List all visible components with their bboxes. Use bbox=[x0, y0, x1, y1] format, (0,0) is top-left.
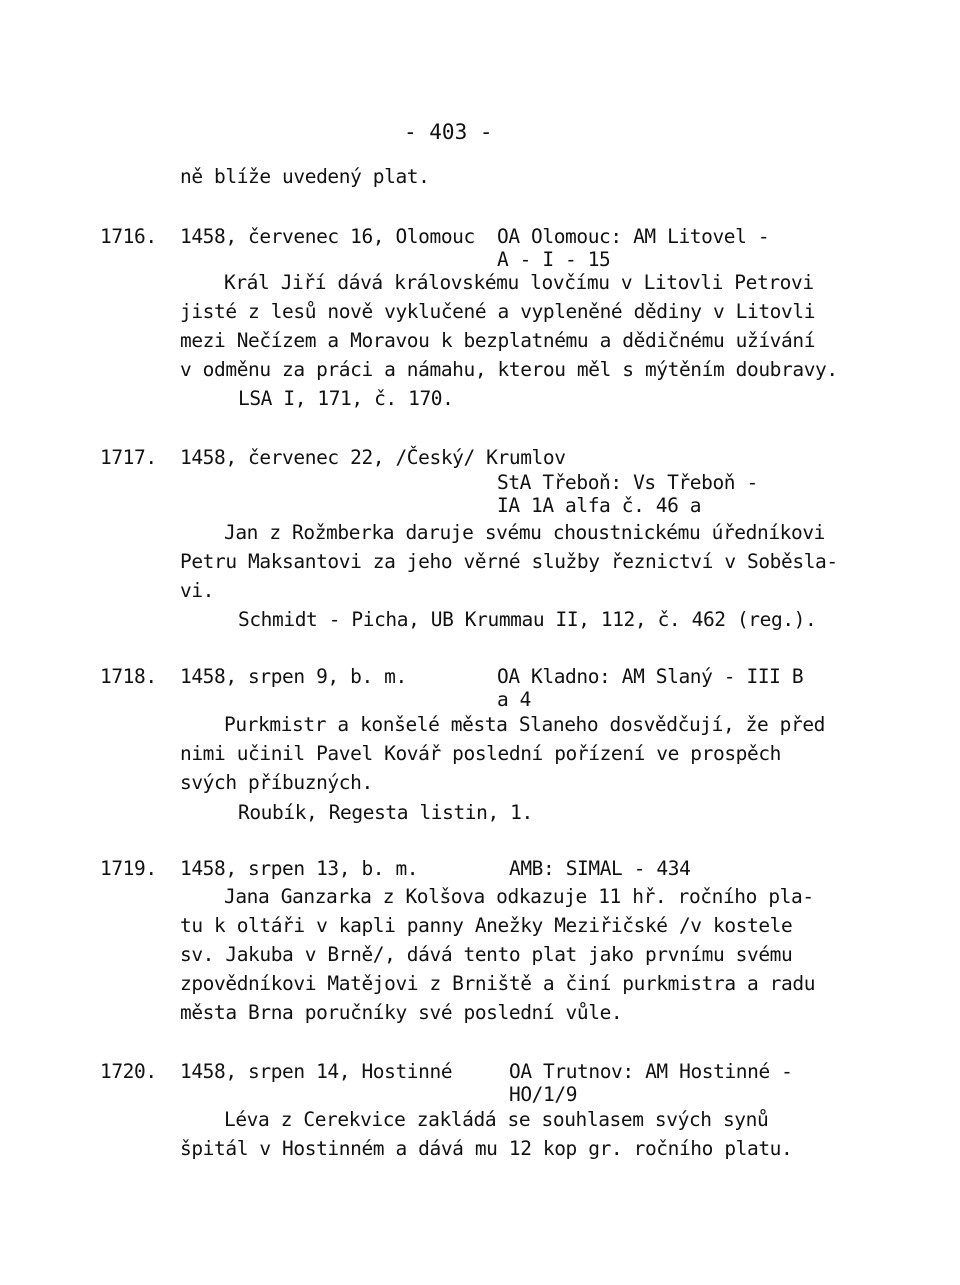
entry-text-line: Jana Ganzarka z Kolšova odkazuje 11 hř. ročního pla- bbox=[224, 885, 814, 908]
entry-text-line: Jan z Rožmberka daruje svému choustnickému úředníkovi bbox=[224, 521, 826, 544]
entry-text-line: mezi Nečízem a Moravou k bezplatnému a dědičnému užívání bbox=[180, 329, 816, 352]
entry-citation: Roubík, Regesta listin, 1. bbox=[238, 801, 533, 824]
entry-text-line: Král Jiří dává královskému lovčímu v Litovli Petrovi bbox=[224, 271, 814, 294]
entry-text-line: zpovědníkovi Matějovi z Brniště a činí purkmistra a radu bbox=[180, 972, 816, 995]
entry-date-place: 1458, srpen 14, Hostinné bbox=[180, 1060, 453, 1083]
entry-archive-line: HO/1/9 bbox=[509, 1083, 578, 1106]
entry-archive-line: IA 1A alfa č. 46 a bbox=[497, 494, 702, 517]
entry-date-place: 1458, červenec 16, Olomouc bbox=[180, 225, 475, 248]
entry-archive-line: AMB: SIMAL - 434 bbox=[509, 857, 691, 880]
entry-text-line: v odměnu za práci a námahu, kterou měl s mýtěním doubravy. bbox=[180, 358, 838, 381]
entry-number: 1717. bbox=[100, 446, 157, 469]
entry-text-line: tu k oltáři v kapli panny Anežky Meziřičské /v kostele bbox=[180, 914, 793, 937]
entry-date-place: 1458, srpen 13, b. m. bbox=[180, 857, 419, 880]
entry-number: 1716. bbox=[100, 225, 157, 248]
page-number: - 403 - bbox=[404, 120, 493, 144]
entry-date-place: 1458, červenec 22, /Český/ Krumlov bbox=[180, 446, 566, 469]
entry-text-line: Purkmistr a konšelé města Slaneho dosvědčují, že před bbox=[224, 713, 826, 736]
carryover-line: ně blíže uvedený plat. bbox=[180, 165, 430, 188]
entry-archive-line: OA Trutnov: AM Hostinné - bbox=[509, 1060, 793, 1083]
entry-text-line: vi. bbox=[180, 579, 215, 602]
entry-text-line: špitál v Hostinném a dává mu 12 kop gr. ročního platu. bbox=[180, 1137, 793, 1160]
entry-archive-line: a 4 bbox=[497, 688, 532, 711]
entry-archive-line: A - I - 15 bbox=[497, 248, 611, 271]
entry-number: 1719. bbox=[100, 857, 157, 880]
entry-text-line: nimi učinil Pavel Kovář poslední pořízení ve prospěch bbox=[180, 742, 782, 765]
entry-citation: LSA I, 171, č. 170. bbox=[238, 387, 454, 410]
entry-archive-line: StA Třeboň: Vs Třeboň - bbox=[497, 471, 758, 494]
entry-archive-line: OA Kladno: AM Slaný - III B bbox=[497, 665, 804, 688]
entry-date-place: 1458, srpen 9, b. m. bbox=[180, 665, 407, 688]
entry-text-line: svých příbuzných. bbox=[180, 771, 373, 794]
entry-text-line: města Brna poručníky své poslední vůle. bbox=[180, 1001, 623, 1024]
entry-text-line: jisté z lesů nově vyklučené a vypleněné dědiny v Litovli bbox=[180, 300, 816, 323]
entry-number: 1720. bbox=[100, 1060, 157, 1083]
entry-text-line: Léva z Cerekvice zakládá se souhlasem svých synů bbox=[224, 1108, 769, 1131]
entry-number: 1718. bbox=[100, 665, 157, 688]
entry-citation: Schmidt - Picha, UB Krummau II, 112, č. 462 (reg.). bbox=[238, 608, 817, 631]
entry-text-line: Petru Maksantovi za jeho věrné služby řeznictví v Soběsla- bbox=[180, 550, 838, 573]
entry-text-line: sv. Jakuba v Brně/, dává tento plat jako prvnímu svému bbox=[180, 943, 793, 966]
entry-archive-line: OA Olomouc: AM Litovel - bbox=[497, 225, 770, 248]
